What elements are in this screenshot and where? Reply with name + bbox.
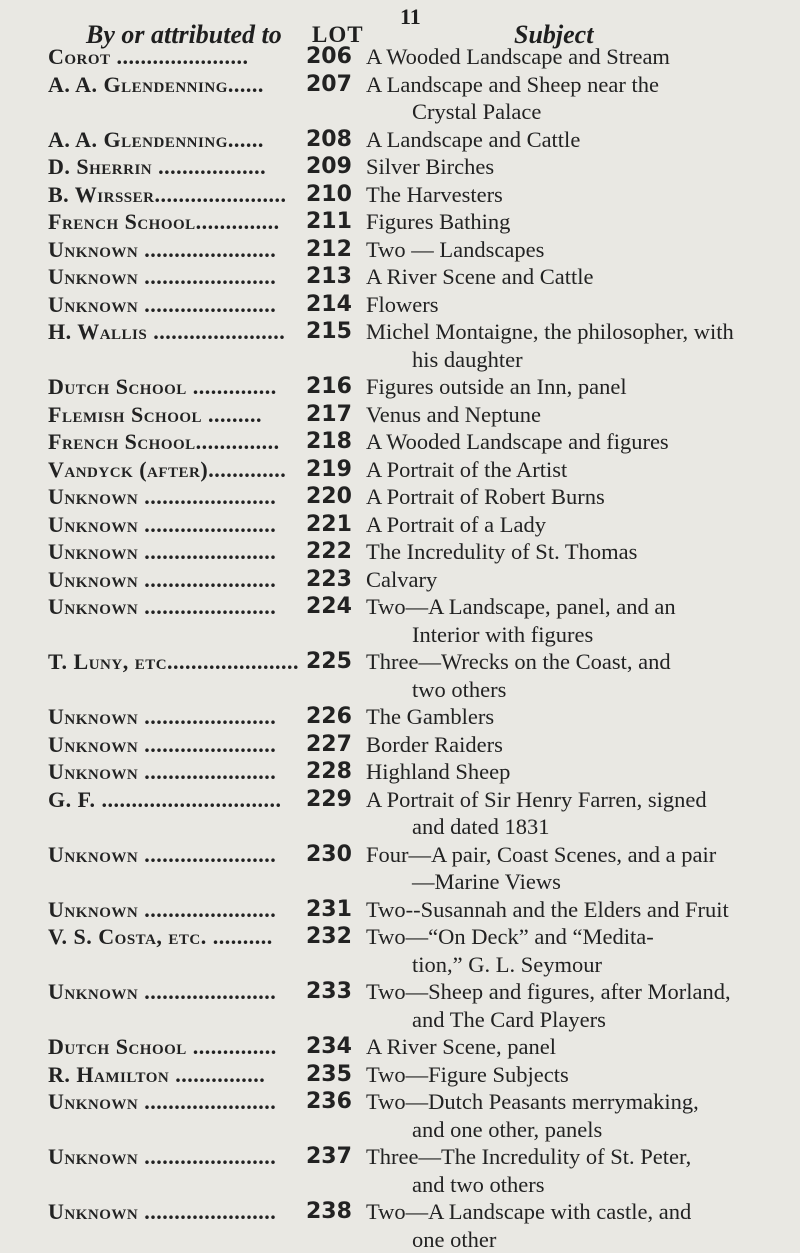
subject-description: [356, 511, 756, 539]
subject-description: [356, 153, 756, 181]
lot-number: 210: [306, 181, 356, 209]
lot-number: 236: [306, 1088, 356, 1116]
list-item: [0, 841, 800, 896]
subject-description: [356, 1088, 756, 1143]
subject-line: The Incredulity of St. Thomas: [366, 539, 637, 564]
list-item: [0, 1033, 800, 1061]
subject-continuation: tion,” G. L. Seymour: [366, 951, 756, 979]
subject-line: Two—A Landscape with castle, and: [366, 1199, 691, 1224]
lot-number: 214: [306, 291, 356, 319]
subject-line: Three—Wrecks on the Coast, and: [366, 649, 671, 674]
catalogue-list: [0, 43, 800, 1253]
lot-number: 217: [306, 401, 356, 429]
list-item: [0, 511, 800, 539]
lot-number: 230: [306, 841, 356, 869]
subject-line: A River Scene and Cattle: [366, 264, 593, 289]
lot-number: 227: [306, 731, 356, 759]
subject-description: [356, 483, 756, 511]
artist-name: Unknown ......................: [0, 263, 306, 291]
lot-number: 234: [306, 1033, 356, 1061]
list-item: [0, 786, 800, 841]
subject-line: Three—The Incredulity of St. Peter,: [366, 1144, 691, 1169]
subject-description: [356, 1061, 756, 1089]
list-item: [0, 1143, 800, 1198]
lot-number: 207: [306, 71, 356, 99]
subject-line: A Portrait of Sir Henry Farren, signed: [366, 787, 707, 812]
subject-line: Figures Bathing: [366, 209, 510, 234]
subject-line: A Portrait of Robert Burns: [366, 484, 605, 509]
lot-number: 232: [306, 923, 356, 951]
subject-line: A Wooded Landscape and Stream: [366, 44, 670, 69]
list-item: [0, 648, 800, 703]
lot-number: 225: [306, 648, 356, 676]
lot-number: 208: [306, 126, 356, 154]
subject-description: [356, 126, 756, 154]
artist-name: Unknown ......................: [0, 978, 306, 1006]
artist-name: Unknown ......................: [0, 1198, 306, 1226]
artist-name: Unknown ......................: [0, 758, 306, 786]
lot-number: 218: [306, 428, 356, 456]
lot-number: 209: [306, 153, 356, 181]
list-item: [0, 978, 800, 1033]
list-item: [0, 181, 800, 209]
subject-continuation: Interior with figures: [366, 621, 756, 649]
subject-description: [356, 648, 756, 703]
subject-continuation: one other: [366, 1226, 756, 1253]
artist-name: V. S. Costa, etc. ..........: [0, 923, 306, 951]
list-item: [0, 1088, 800, 1143]
artist-name: French School..............: [0, 428, 306, 456]
artist-name: Unknown ......................: [0, 511, 306, 539]
list-item: [0, 401, 800, 429]
subject-description: [356, 71, 756, 126]
list-item: [0, 126, 800, 154]
artist-name: Unknown ......................: [0, 1143, 306, 1171]
lot-number: 206: [306, 43, 356, 71]
list-item: [0, 758, 800, 786]
subject-line: A Wooded Landscape and figures: [366, 429, 669, 454]
artist-name: Vandyck (after).............: [0, 456, 306, 484]
subject-continuation: and one other, panels: [366, 1116, 756, 1144]
list-item: [0, 923, 800, 978]
lot-number: 219: [306, 456, 356, 484]
artist-name: Unknown ......................: [0, 841, 306, 869]
subject-line: Two—A Landscape, panel, and an: [366, 594, 676, 619]
artist-name: Unknown ......................: [0, 483, 306, 511]
subject-line: Highland Sheep: [366, 759, 510, 784]
lot-number: 224: [306, 593, 356, 621]
artist-name: A. A. Glendenning......: [0, 126, 306, 154]
subject-description: [356, 1143, 756, 1198]
subject-continuation: —Marine Views: [366, 868, 756, 896]
subject-description: [356, 593, 756, 648]
list-item: [0, 291, 800, 319]
list-item: [0, 208, 800, 236]
artist-column-heading: By or attributed to: [86, 20, 282, 50]
subject-line: Figures outside an Inn, panel: [366, 374, 627, 399]
subject-line: Border Raiders: [366, 732, 503, 757]
artist-name: D. Sherrin ..................: [0, 153, 306, 181]
list-item: [0, 538, 800, 566]
lot-number: 228: [306, 758, 356, 786]
list-item: [0, 593, 800, 648]
artist-name: B. Wirsser......................: [0, 181, 306, 209]
list-item: [0, 896, 800, 924]
list-item: [0, 43, 800, 71]
list-item: [0, 1198, 800, 1253]
subject-description: [356, 538, 756, 566]
subject-description: [356, 786, 756, 841]
subject-continuation: and dated 1831: [366, 813, 756, 841]
list-item: [0, 703, 800, 731]
artist-name: Unknown ......................: [0, 538, 306, 566]
artist-name: G. F. ..............................: [0, 786, 306, 814]
artist-name: Unknown ......................: [0, 593, 306, 621]
subject-description: [356, 456, 756, 484]
lot-number: 238: [306, 1198, 356, 1226]
subject-description: [356, 841, 756, 896]
list-item: [0, 373, 800, 401]
lot-number: 229: [306, 786, 356, 814]
artist-name: Unknown ......................: [0, 896, 306, 924]
subject-description: [356, 1198, 756, 1253]
list-item: [0, 456, 800, 484]
lot-number: 233: [306, 978, 356, 1006]
list-item: [0, 428, 800, 456]
subject-description: [356, 978, 756, 1033]
subject-description: [356, 236, 756, 264]
subject-description: [356, 263, 756, 291]
subject-description: [356, 703, 756, 731]
subject-line: The Gamblers: [366, 704, 494, 729]
artist-name: Dutch School ..............: [0, 1033, 306, 1061]
artist-name: A. A. Glendenning......: [0, 71, 306, 99]
lot-number: 223: [306, 566, 356, 594]
artist-name: French School..............: [0, 208, 306, 236]
subject-column-heading: Subject: [514, 20, 593, 50]
subject-description: [356, 373, 756, 401]
lot-column-heading: LOT: [312, 22, 364, 48]
artist-name: T. Luny, etc......................: [0, 648, 306, 676]
subject-line: A Landscape and Cattle: [366, 127, 580, 152]
subject-line: Calvary: [366, 567, 437, 592]
subject-continuation: and The Card Players: [366, 1006, 756, 1034]
list-item: [0, 318, 800, 373]
artist-name: H. Wallis ......................: [0, 318, 306, 346]
artist-name: Unknown ......................: [0, 1088, 306, 1116]
artist-name: Dutch School ..............: [0, 373, 306, 401]
lot-number: 237: [306, 1143, 356, 1171]
list-item: [0, 263, 800, 291]
subject-continuation: Crystal Palace: [366, 98, 756, 126]
subject-continuation: and two others: [366, 1171, 756, 1199]
subject-line: Flowers: [366, 292, 439, 317]
subject-line: A Portrait of a Lady: [366, 512, 546, 537]
lot-number: 211: [306, 208, 356, 236]
subject-line: Michel Montaigne, the philosopher, with: [366, 319, 734, 344]
subject-description: [356, 291, 756, 319]
lot-number: 231: [306, 896, 356, 924]
subject-line: A River Scene, panel: [366, 1034, 556, 1059]
artist-name: R. Hamilton ...............: [0, 1061, 306, 1089]
subject-line: Two--Susannah and the Elders and Fruit: [366, 897, 729, 922]
subject-description: [356, 181, 756, 209]
subject-description: [356, 896, 756, 924]
subject-line: Two—Figure Subjects: [366, 1062, 569, 1087]
artist-name: Unknown ......................: [0, 236, 306, 264]
subject-description: [356, 923, 756, 978]
list-item: [0, 236, 800, 264]
subject-line: Two—“On Deck” and “Medita-: [366, 924, 654, 949]
subject-description: [356, 208, 756, 236]
lot-number: 213: [306, 263, 356, 291]
subject-description: [356, 731, 756, 759]
artist-name: Unknown ......................: [0, 291, 306, 319]
list-item: [0, 566, 800, 594]
lot-number: 221: [306, 511, 356, 539]
subject-description: [356, 43, 756, 71]
page-number: 11: [400, 4, 421, 30]
list-item: [0, 483, 800, 511]
subject-line: Four—A pair, Coast Scenes, and a pair: [366, 842, 716, 867]
subject-line: Venus and Neptune: [366, 402, 541, 427]
subject-line: Two — Landscapes: [366, 237, 544, 262]
artist-name: Flemish School .........: [0, 401, 306, 429]
lot-number: 235: [306, 1061, 356, 1089]
subject-line: A Portrait of the Artist: [366, 457, 567, 482]
list-item: [0, 71, 800, 126]
subject-continuation: two others: [366, 676, 756, 704]
subject-line: Two—Dutch Peasants merrymaking,: [366, 1089, 699, 1114]
lot-number: 222: [306, 538, 356, 566]
subject-description: [356, 318, 756, 373]
list-item: [0, 731, 800, 759]
subject-line: The Harvesters: [366, 182, 503, 207]
subject-description: [356, 1033, 756, 1061]
subject-description: [356, 566, 756, 594]
artist-name: Corot ......................: [0, 43, 306, 71]
lot-number: 220: [306, 483, 356, 511]
lot-number: 212: [306, 236, 356, 264]
artist-name: Unknown ......................: [0, 566, 306, 594]
subject-description: [356, 758, 756, 786]
list-item: [0, 1061, 800, 1089]
subject-line: A Landscape and Sheep near the: [366, 72, 659, 97]
artist-name: Unknown ......................: [0, 703, 306, 731]
lot-number: 215: [306, 318, 356, 346]
list-item: [0, 153, 800, 181]
subject-continuation: his daughter: [366, 346, 756, 374]
subject-description: [356, 401, 756, 429]
artist-name: Unknown ......................: [0, 731, 306, 759]
subject-line: Silver Birches: [366, 154, 494, 179]
subject-description: [356, 428, 756, 456]
lot-number: 216: [306, 373, 356, 401]
subject-line: Two—Sheep and figures, after Morland,: [366, 979, 731, 1004]
lot-number: 226: [306, 703, 356, 731]
